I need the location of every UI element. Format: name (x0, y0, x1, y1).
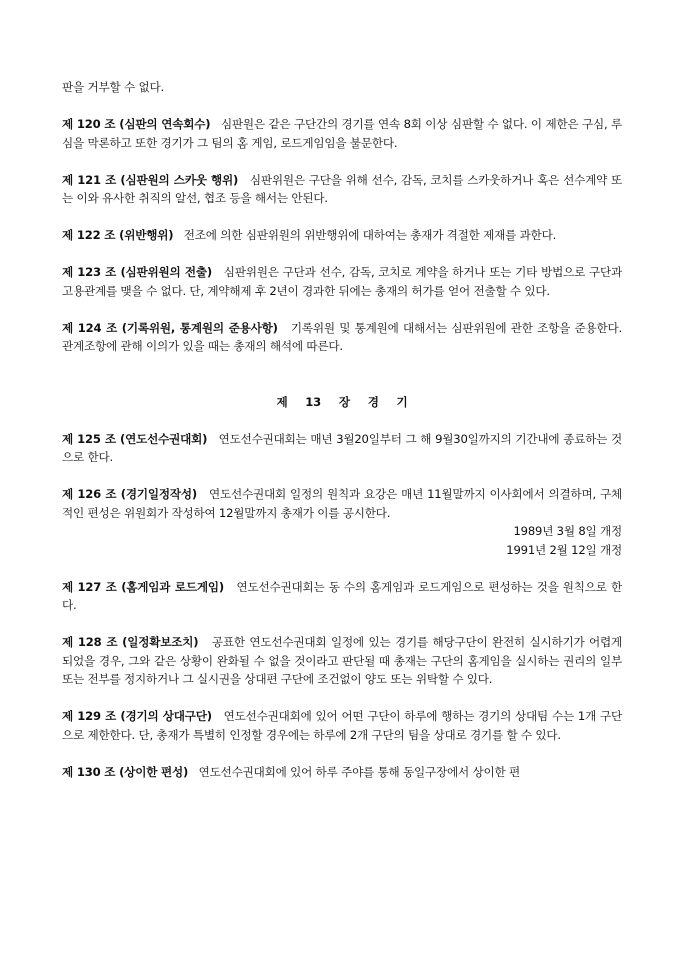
article-124 (62, 319, 622, 356)
article-130 (62, 763, 622, 782)
amendment-note: 1989년 3월 8일 개정 (513, 524, 622, 538)
article-body: 전조에 의한 심판위원의 위반행위에 대하여는 총재가 격절한 제재를 과한다. (183, 228, 557, 242)
article-heading: 제 125 조 (연도선수권대회) (62, 431, 208, 446)
article-heading: 제 129 조 (경기의 상대구단) (62, 709, 212, 723)
article-128 (62, 633, 622, 689)
amendment-note: 1991년 2월 12일 개정 (506, 542, 622, 557)
document-page (62, 78, 622, 800)
article-heading: 제 124 조 (기록위원, 통계원의 준용사항) (62, 320, 278, 335)
article-body: 연도선수권대회에 있어 하루 주야를 통해 동일구장에서 상이한 편 (198, 764, 521, 779)
article-body: 연도선수권대회는 매년 3월20일부터 그 해 9월30일까지의 기간내에 종료하는 것으로 한다. (62, 431, 622, 464)
intro-line: 판을 거부할 수 없다. (62, 80, 164, 94)
article-body: 연도선수권대회는 동 수의 홈게임과 로드게임으로 편성하는 것을 원칙으로 한다. (62, 579, 622, 612)
article-125 (62, 430, 622, 467)
article-body: 심판위원은 구단과 선수, 감독, 코치로 계약을 하거나 또는 기타 방법으로 구단과 고용관계를 맺을 수 없다. 단, 계약해제 후 2년이 경과한 뒤에는 총재의 허가를 얻어 전출할 수 있다. (62, 265, 623, 298)
article-heading: 제 121 조 (심판원의 스카웃 행위) (62, 172, 239, 187)
article-heading: 제 130 조 (상이한 편성) (62, 764, 189, 779)
article-123 (62, 263, 622, 300)
article-122 (62, 226, 622, 245)
article-body: 심판원은 같은 구단간의 경기를 연속 8회 이상 심판할 수 없다. 이 제한은 구심, 루심을 막론하고 또한 경기가 그 팀의 홈 게임, 로드게임임을 불문한다. (62, 117, 622, 150)
article-121 (62, 171, 622, 208)
article-126 (62, 485, 622, 522)
article-heading: 제 128 조 (일정확보조치) (62, 635, 199, 649)
article-heading: 제 127 조 (홈게임과 로드게임) (62, 579, 224, 594)
article-body: 연도선수권대회에 있어 어떤 구단이 하루에 행하는 경기의 상대팀 수는 1개 구단으로 제한한다. 단, 총재가 특별히 인정할 경우에는 하루에 2개 구단의 팀을 상대로 경기를 할 수 있다. (62, 709, 622, 742)
article-heading: 제 126 조 (경기일정작성) (62, 487, 197, 501)
article-heading: 제 123 조 (심판위원의 전출) (62, 265, 212, 279)
article-body: 심판위원은 구단을 위해 선수, 감독, 코치를 스카웃하거나 혹은 선수계약 또는 이와 유사한 취직의 알선, 협조 등을 해서는 안된다. (62, 172, 622, 205)
article-body: 연도선수권대회 일정의 원칙과 요강은 매년 11월말까지 이사회에서 의결하며, 구체적인 편성은 위원회가 작성하여 12월말까지 총재가 이를 공시한다. (62, 487, 622, 520)
article-129 (62, 707, 622, 744)
chapter-title: 제 13 장 경 기 (276, 394, 408, 409)
article-body: 기록위원 및 통계원에 대해서는 심판위원에 관한 조항을 준용한다. 관계조항에 관해 이의가 있을 때는 총재의 해석에 따른다. (62, 320, 622, 353)
article-120 (62, 115, 622, 152)
article-body: 공표한 연도선수권대회 일정에 있는 경기를 해당구단이 완전히 실시하기가 어렵게 되었을 경우, 그와 같은 상황이 완화될 수 없을 것이라고 판단될 때 총재는 구단의 홈게임을 실시하는 권리의 일부 또는 전부를 정지하거나 그 실시권을 상대편 구단에 조건없이 양도 또는 위탁할 수 있다. (62, 635, 622, 686)
article-heading: 제 120 조 (심판의 연속회수) (62, 117, 211, 131)
article-127 (62, 578, 622, 615)
article-heading: 제 122 조 (위반행위) (62, 228, 174, 242)
